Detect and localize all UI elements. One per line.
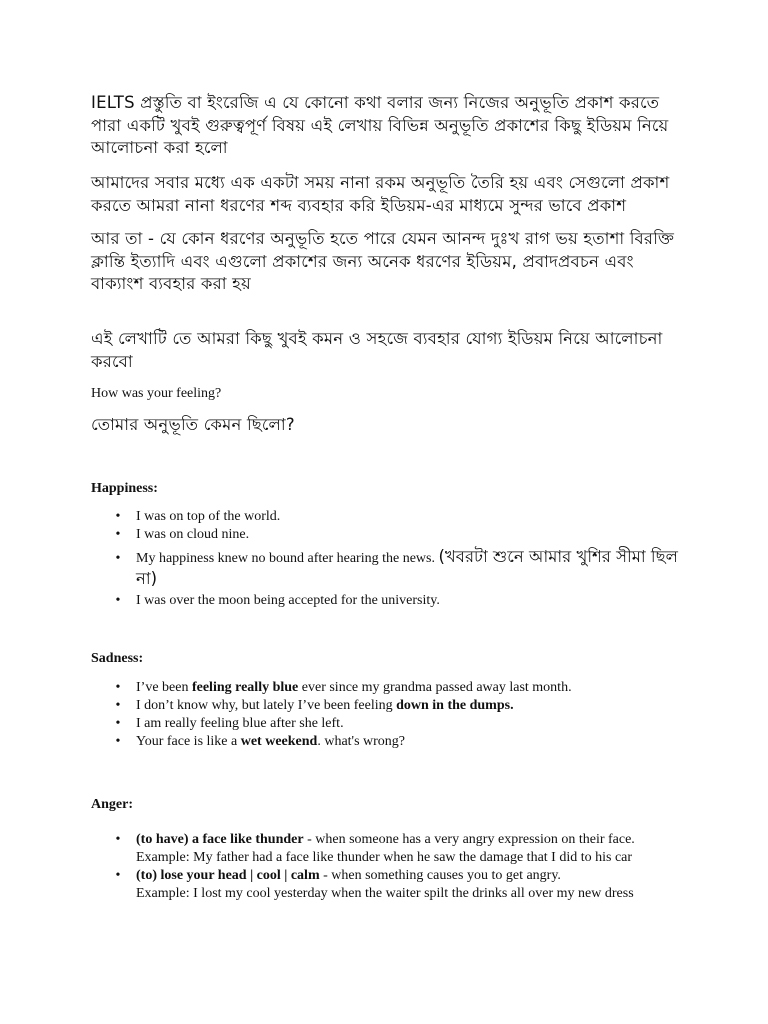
bullet-icon: • <box>115 593 121 608</box>
bullet-icon: • <box>115 716 121 731</box>
intro-paragraph-3: আর তা - যে কোন ধরণের অনুভূতি হতে পারে যেমন আনন্দ দুঃখ রাগ ভয় হতাশা বিরক্তি ক্লান্তি ইত্যাদি এবং এগুলো প্রকাশের জন্য অনেক ধরণের ইডিয়ম, প্রবাদপ্রবচন এবং বাক্যাংশ ব্যবহার করা হয় <box>91 229 675 293</box>
happiness-list <box>91 508 691 610</box>
bullet-icon: • <box>115 868 121 883</box>
example-text: Example: I lost my cool yesterday when the waiter spilt the drinks all over my new dress <box>136 886 634 901</box>
bullet-icon: • <box>115 509 121 524</box>
list-item: • I don’t know why, but lately I’ve been feeling down in the dumps. <box>91 697 691 715</box>
list-item: • (to) lose your head | cool | calm - when something causes you to get angry. Example: I lost my cool yesterday when the waiter spilt the drinks all over my new dress <box>91 867 691 903</box>
bullet-icon: • <box>115 832 121 847</box>
intro-paragraph-2: আমাদের সবার মধ্যে এক একটা সময় নানা রকম অনুভূতি তৈরি হয় এবং সেগুলো প্রকাশ করতে আমরা নানা ধরণের শব্দ ব্যবহার করি ইডিয়ম-এর মাধ্যমে সুন্দর ভাবে প্রকাশ <box>91 173 670 215</box>
bullet-icon: • <box>115 698 121 713</box>
bullet-icon: • <box>115 680 121 695</box>
bullet-icon: • <box>115 551 121 566</box>
list-item: • I was on top of the world. <box>91 508 691 526</box>
intro-paragraph-4: এই লেখাটি তে আমরা কিছু খুবই কমন ও সহজে ব্যবহার যোগ্য ইডিয়ম নিয়ে আলোচনা করবো <box>91 329 663 371</box>
example-text: Example: My father had a face like thunder when he saw the damage that I did to his car <box>136 850 633 865</box>
bangla-translation: (খবরটা শুনে আমার খুশির সীমা ছিল না) <box>136 547 678 588</box>
bullet-icon: • <box>115 527 121 542</box>
intro-paragraph-1: IELTS প্রস্তুতি বা ইংরেজি এ যে কোনো কথা বলার জন্য নিজের অনুভূতি প্রকাশ করতে পারা একটি খুবই গুরুত্বপূর্ণ বিষয় এই লেখায় বিভিন্ন অনুভূতি প্রকাশের কিছু ইডিয়ম নিয়ে আলোচনা করা হলো <box>91 93 669 157</box>
question-bangla: তোমার অনুভূতি কেমন ছিলো? <box>91 415 295 434</box>
list-item: • My happiness knew no bound after hearing the news. (খবরটা শুনে আমার খুশির সীমা ছিল না) <box>91 546 691 590</box>
list-item: • I was over the moon being accepted for the university. <box>91 592 691 610</box>
section-heading-anger: Anger: <box>91 797 133 812</box>
section-heading-sadness: Sadness: <box>91 651 144 666</box>
section-heading-happiness: Happiness: <box>91 481 158 496</box>
list-item: • (to have) a face like thunder - when someone has a very angry expression on their face. Example: My father had a face like thunder when he saw the damage that I did to his car <box>91 831 691 867</box>
list-item: • I was on cloud nine. <box>91 526 691 544</box>
bullet-icon: • <box>115 734 121 749</box>
question-english: How was your feeling? <box>91 386 222 401</box>
anger-list <box>91 831 691 903</box>
list-item: • I am really feeling blue after she left. <box>91 715 691 733</box>
sadness-list <box>91 679 691 751</box>
list-item: • Your face is like a wet weekend. what's wrong? <box>91 733 691 751</box>
list-item: • I’ve been feeling really blue ever since my grandma passed away last month. <box>91 679 691 697</box>
